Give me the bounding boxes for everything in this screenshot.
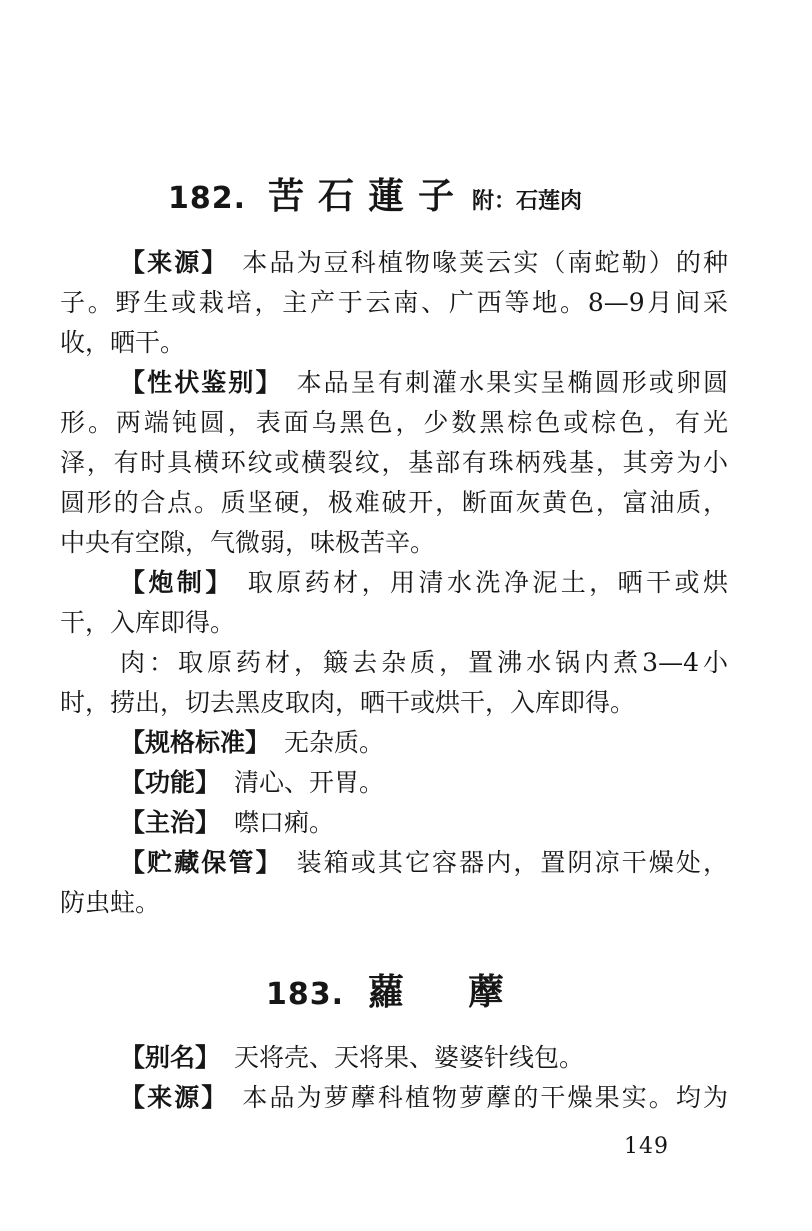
function-paragraph-line xyxy=(120,763,728,803)
appearance-paragraph-line xyxy=(60,483,728,523)
spec-paragraph-line xyxy=(120,723,728,763)
entry-183-number: 183. xyxy=(266,977,345,1012)
processing-paragraph-line xyxy=(120,643,728,683)
line-text: 时，捞出，切去黑皮取肉，晒干或烘干，入库即得。 xyxy=(60,688,636,717)
line-text: 子。野生或栽培，主产于云南、广西等地。8—9月间采 xyxy=(60,288,728,317)
section-label-function: 【功能】 xyxy=(120,768,221,797)
entry-182-name: 苦石蓮子 xyxy=(268,176,469,217)
line-text: 噤口痢。 xyxy=(234,808,335,837)
indication-paragraph-line xyxy=(120,803,728,843)
line-text: 无杂质。 xyxy=(284,728,385,757)
entry-182-appendix: 附：石莲肉 xyxy=(472,188,583,214)
section-label-appearance: 【性状鉴别】 xyxy=(120,368,283,397)
line-text: 防虫蛀。 xyxy=(60,888,161,917)
entry-182-title xyxy=(168,168,582,219)
line-text: 取原药材，用清水洗净泥土，晒干或烘 xyxy=(247,568,728,597)
processing-paragraph-line xyxy=(120,563,728,603)
entry-183-title xyxy=(266,964,568,1015)
line-text: 本品为萝藦科植物萝藦的干燥果实。均为 xyxy=(242,1083,728,1112)
section-label-source: 【来源】 xyxy=(120,1083,229,1112)
section-label-storage: 【贮藏保管】 xyxy=(120,848,283,877)
section-label-processing: 【炮制】 xyxy=(120,568,234,597)
entry-183-name: 蘿藦 xyxy=(368,972,569,1013)
section-label-indication: 【主治】 xyxy=(120,808,221,837)
section-label-source: 【来源】 xyxy=(120,248,229,277)
line-text: 圆形的合点。质坚硬，极难破开，断面灰黄色，富油质， xyxy=(60,488,728,517)
entry-182-number: 182. xyxy=(168,181,247,216)
appearance-paragraph-line xyxy=(60,403,728,443)
appearance-paragraph-line xyxy=(120,363,728,403)
section-label-alias: 【别名】 xyxy=(120,1043,221,1072)
line-text: 收，晒干。 xyxy=(60,328,186,357)
line-text: 肉：取原药材，簸去杂质，置沸水锅内煮3—4小 xyxy=(120,648,728,677)
line-text: 装箱或其它容器内，置阴凉干燥处， xyxy=(296,848,728,877)
source-paragraph-line xyxy=(60,283,728,323)
line-text: 天将壳、天将果、婆婆针线包。 xyxy=(234,1043,585,1072)
processing-paragraph-line xyxy=(60,683,728,723)
source-paragraph-line xyxy=(60,323,728,363)
line-text: 形。两端钝圆，表面乌黑色，少数黑棕色或棕色，有光 xyxy=(60,408,728,437)
line-text: 中央有空隙，气微弱，味极苦辛。 xyxy=(60,528,436,557)
source-paragraph-line xyxy=(120,1078,728,1118)
appearance-paragraph-line xyxy=(60,443,728,483)
source-paragraph-line xyxy=(120,243,728,283)
storage-paragraph-line xyxy=(120,843,728,883)
page-number: 149 xyxy=(624,1134,669,1159)
line-text: 干，入库即得。 xyxy=(60,608,236,637)
processing-paragraph-line xyxy=(60,603,728,643)
line-text: 泽，有时具横环纹或横裂纹，基部有珠柄残基，其旁为小 xyxy=(60,448,728,477)
appearance-paragraph-line xyxy=(60,523,728,563)
alias-paragraph-line xyxy=(120,1038,728,1078)
line-text: 本品呈有刺灌水果实呈椭圆形或卵圆 xyxy=(296,368,728,397)
line-text: 本品为豆科植物喙荚云实（南蛇勒）的种 xyxy=(242,248,728,277)
storage-paragraph-line xyxy=(60,883,728,923)
line-text: 清心、开胃。 xyxy=(234,768,385,797)
section-label-spec: 【规格标准】 xyxy=(120,728,271,757)
